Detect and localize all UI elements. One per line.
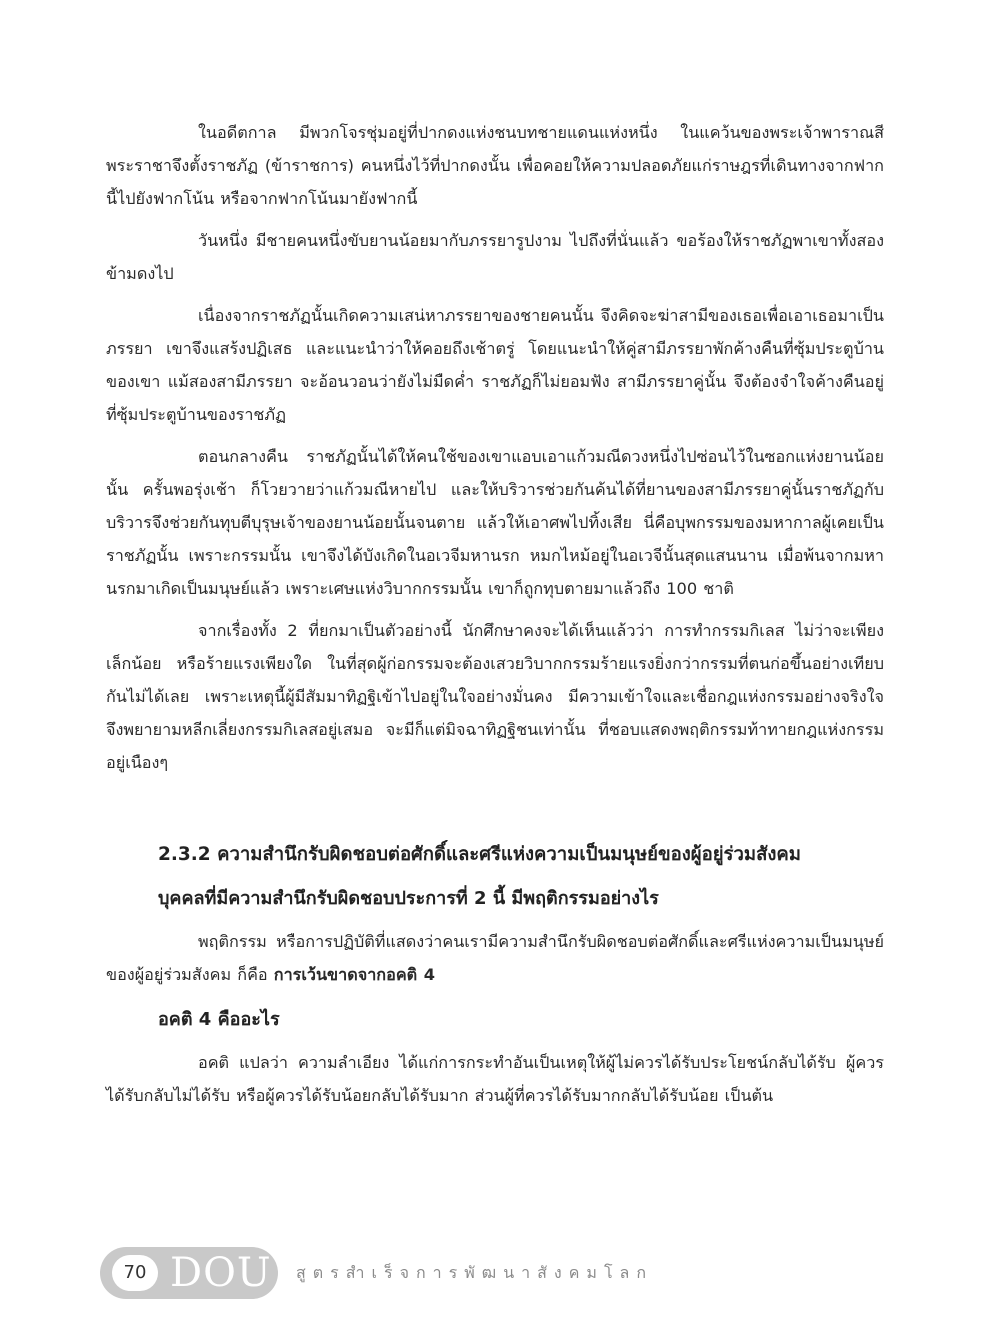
footer-badge	[100, 1247, 278, 1299]
definition-paragraph: อคติ แปลว่า ความลำเอียง ได้แก่การกระทำอันเป็นเหตุให้ผู้ไม่ควรได้รับประโยชน์กลับได้รับ ผู้ควรได้รับกลับไม่ได้รับ หรือผู้ควรได้รับน้อยกลับได้รับมาก ส่วนผู้ที่ควรได้รับมากกลับได้รับน้อย เป็นต้น	[106, 1053, 884, 1105]
page-footer	[100, 1247, 700, 1299]
behavior-paragraph	[106, 925, 884, 991]
behavior-text: พฤติกรรม หรือการปฏิบัติที่แสดงว่าคนเรามีความสำนึกรับผิดชอบต่อศักดิ์และศรีแห่งความเป็นมนุษย์ของผู้อยู่ร่วมสังคม ก็คือ	[106, 932, 884, 984]
body-paragraph: ตอนกลางคืน ราชภัฏนั้นได้ให้คนใช้ของเขาแอบเอาแก้วมณีดวงหนึ่งไปซ่อนไว้ในซอกแห่งยานน้อยนั้น ครั้นพอรุ่งเช้า ก็โวยวายว่าแก้วมณีหายไป และให้บริวารช่วยกันค้นได้ที่ยานของสามีภรรยาคู่นั้นราชภัฏกับบริวารจึงช่วยกันทุบตีบุรุษเจ้าของยานน้อยนั้นจนตาย แล้วให้เอาศพไปทิ้งเสีย นี่คือบุพกรรมของมหากาลผู้เคยเป็นราชภัฏนั้น เพราะกรรมนั้น เขาจึงได้บังเกิดในอเวจีมหานรก หมกไหม้อยู่ในอเวจีนั้นสุดแสนนาน เมื่อพ้นจากมหานรกมาเกิดเป็นมนุษย์แล้ว เพราะเศษแห่งวิบากกรรมนั้น เขาก็ถูกทุบตายมาแล้วถึง 100 ชาติ	[106, 447, 884, 598]
body-paragraph: เนื่องจากราชภัฏนั้นเกิดความเสน่หาภรรยาของชายคนนั้น จึงคิดจะฆ่าสามีของเธอเพื่อเอาเธอมาเป็นภรรยา เขาจึงแสร้งปฏิเสธ และแนะนำว่าให้คอยถึงเช้าตรู่ โดยแนะนำให้คู่สามีภรรยาพักค้างคืนที่ซุ้มประตูบ้านของเขา แม้สองสามีภรรยา จะอ้อนวอนว่ายังไม่มืดค่ำ ราชภัฏก็ไม่ยอมฟัง สามีภรรยาคู่นั้น จึงต้องจำใจค้างคืนอยู่ที่ซุ้มประตูบ้านของราชภัฏ	[106, 306, 884, 424]
section-question: บุคคลที่มีความสำนึกรับผิดชอบประการที่ 2 นี้ มีพฤติกรรมอย่างไร	[158, 888, 659, 909]
page-number: 70	[112, 1255, 158, 1291]
course-title: สูตรสำเร็จการพัฒนาสังคมโลก	[296, 1263, 654, 1282]
body-paragraph: จากเรื่องทั้ง 2 ที่ยกมาเป็นตัวอย่างนี้ นักศึกษาคงจะได้เห็นแล้วว่า การทำกรรมกิเลส ไม่ว่าจะเพียงเล็กน้อย หรือร้ายแรงเพียงใด ในที่สุดผู้ก่อกรรมจะต้องเสวยวิบากกรรมร้ายแรงยิ่งกว่ากรรมที่ตนก่อขึ้นอย่างเทียบกันไม่ได้เลย เพราะเหตุนี้ผู้มีสัมมาทิฏฐิเข้าไปอยู่ในใจอย่างมั่นคง มีความเข้าใจและเชื่อกฎแห่งกรรมอย่างจริงใจ จึงพยายามหลีกเลี่ยงกรรมกิเลสอยู่เสมอ จะมีก็แต่มิจฉาทิฏฐิชนเท่านั้น ที่ชอบแสดงพฤติกรรมท้าทายกฎแห่งกรรมอยู่เนืองๆ	[106, 621, 884, 772]
body-paragraph: ในอดีตกาล มีพวกโจรชุ่มอยู่ที่ปากดงแห่งชนบทชายแดนแห่งหนึ่ง ในแคว้นของพระเจ้าพาราณสี พระราชาจึงตั้งราชภัฏ (ข้าราชการ) คนหนึ่งไว้ที่ปากดงนั้น เพื่อคอยให้ความปลอดภัยแก่ราษฎรที่เดินทางจากฟากนี้ไปยังฟากโน้น หรือจากฟากโน้นมายังฟากนี้	[106, 123, 884, 208]
behavior-bold-text: การเว้นขาดจากอคติ 4	[273, 965, 436, 984]
subheading: อคติ 4 คืออะไร	[158, 1009, 280, 1030]
dou-logo: DOU	[170, 1250, 272, 1296]
page-content	[106, 116, 884, 1121]
section-heading: 2.3.2 ความสำนึกรับผิดชอบต่อศักดิ์และศรีแห่งความเป็นมนุษย์ของผู้อยู่ร่วมสังคม	[158, 844, 801, 865]
body-paragraph: วันหนึ่ง มีชายคนหนึ่งขับยานน้อยมากับภรรยารูปงาม ไปถึงที่นั่นแล้ว ขอร้องให้ราชภัฏพาเขาทั้งสองข้ามดงไป	[106, 231, 884, 283]
